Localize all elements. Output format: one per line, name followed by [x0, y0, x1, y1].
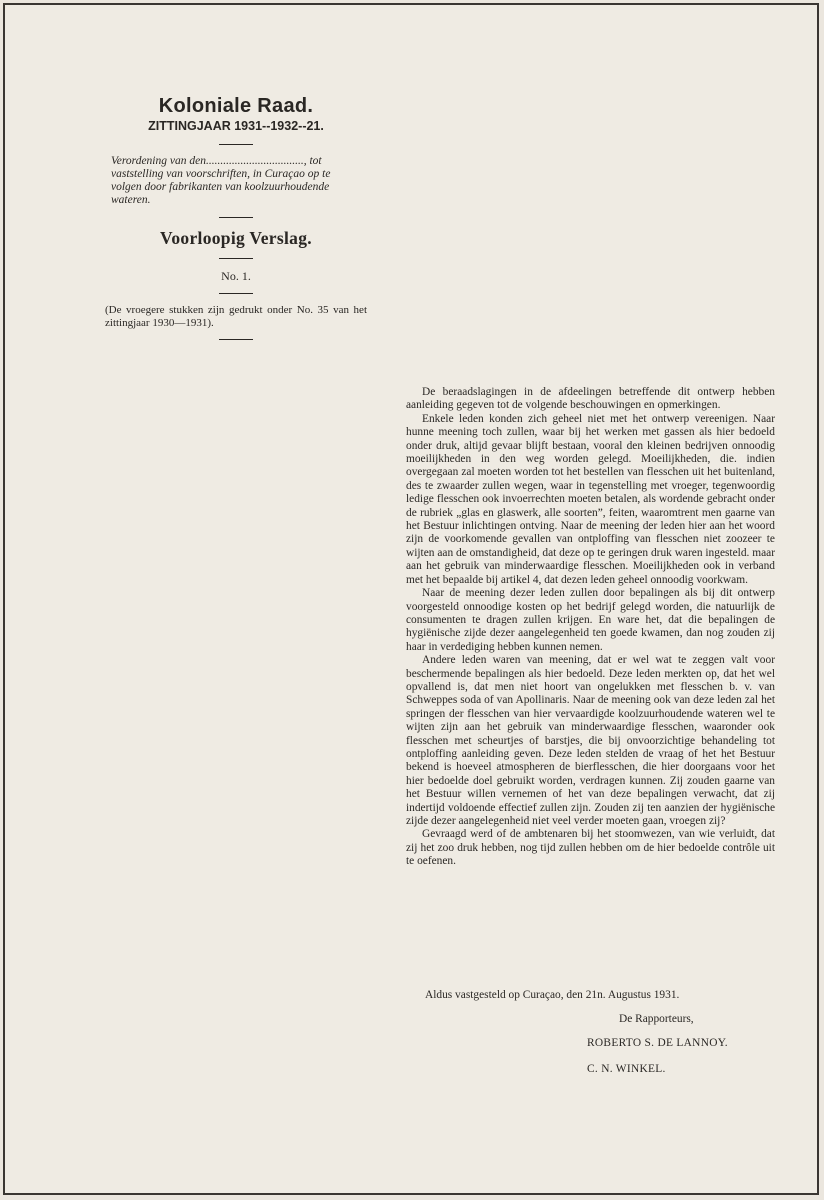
paragraph: Naar de meening dezer leden zullen door bepalingen als bij dit ontwerp voorgesteld onnoodige kosten op het bedrijf gelegd worden, die natuurlijk de consumenten te dragen zullen krijgen. En ware het, dat die bepalingen de hygiënische zijde dezer aangelegenheid ten goede kwamen, dan nog zouden zij haar in verdediging hebben kunnen nemen. [406, 587, 775, 653]
document-number: No. 1. [221, 269, 251, 283]
paragraph: De beraadslagingen in de afdeelingen betreffende dit ontwerp hebben aanleiding gegeven tot de volgende beschouwingen en opmerkingen. [406, 386, 775, 412]
signatory-name: ROBERTO S. DE LANNOY. [587, 1037, 728, 1049]
divider [219, 217, 253, 218]
document-page [3, 3, 819, 1195]
council-title: Koloniale Raad. [158, 95, 314, 117]
reference-note: (De vroegere stukken zijn gedrukt onder No. 35 van het zittingjaar 1930—1931). [105, 304, 367, 329]
signatory-name: C. N. WINKEL. [587, 1063, 666, 1075]
report-body [406, 386, 775, 869]
paragraph: Andere leden waren van meening, dat er wel wat te zeggen valt voor beschermende bepalingen als hier bedoeld. Deze leden merkten op, dat het wel opvallend is, dat men niet hoort van ongelukken met flesschen b. v. van Schweppes soda of van Apollinaris. Naar de meening ook van deze leden zal het springen der flesschen van hier vervaardigde koolzuurhoudende wateren wel te wijten zijn aan het gebruik van minderwaardige flesschen, waaronder ook flesschen met scheurtjes of barstjes, die bij onvoorzichtige behandeling tot ontploffing aanleiding geven. Deze leden stelden de vraag of het het Bestuur bekend is hoeveel atmospheren de bierflesschen, die hier doorgaans voor het hier bedoelde doel gebruikt worden, verdragen kunnen. Zij zouden gaarne van het Bestuur willen vernemen of het van deze bepalingen verwacht, dat zij indertijd voldoende effectief zullen zijn. Zouden zij ten aanzien der hygiënische zijde dezer aangelegenheid niet veel verder moeten gaan, vroegen zij? [406, 654, 775, 827]
divider [219, 339, 253, 340]
rapporteurs-label: De Rapporteurs, [619, 1013, 694, 1025]
report-title: Voorloopig Verslag. [160, 228, 312, 248]
document-header [105, 95, 367, 350]
divider [219, 144, 253, 145]
paragraph: Gevraagd werd of de ambtenaren bij het stoomwezen, van wie verluidt, dat zij het zoo druk hebben, nog tijd zullen hebben om de hier bedoelde contrôle uit te oefenen. [406, 828, 775, 868]
ordinance-subject: Verordening van den.................................., tot vaststelling van voorschriften, in Curaçao op te volgen door fabrikanten van koolzuurhoudende wateren. [111, 155, 331, 206]
session-year: ZITTINGJAAR 1931--1932--21. [148, 119, 324, 133]
divider [219, 293, 253, 294]
divider [219, 258, 253, 259]
adoption-line: Aldus vastgesteld op Curaçao, den 21n. Augustus 1931. [425, 989, 680, 1001]
paragraph: Enkele leden konden zich geheel niet met het ontwerp vereenigen. Naar hunne meening toch zullen, waar bij het werken met gassen als hier bedoeld onder druk, altijd gevaar blijft bestaan, vooral den kleinen bedrijven onnoodig moeilijkheden in den weg worden gelegd. Moeilijkheden, die. indien overgegaan zal moeten worden tot het bestellen van flesschen uit het buitenland, des te zwaarder zullen wegen, waar in tegenstelling met vroeger, tegenwoordig ledige flesschen ook invoerrechten moeten betalen, als wordende gebracht onder de rubriek „glas en glaswerk, alle soorten”, feiten, waaromtrent men gaarne van het Bestuur inlichtingen ontving. Naar de meening der leden hier aan het woord zijn de voorkomende gevallen van ontploffing van flesschen niet zoozeer te wijten aan de omstandigheid, dat deze op te geringen druk waren ingesteld. maar aan het gebruik van minderwaardige flesschen. Moeilijkheden ook in verband met het bepaalde bij artikel 4, dat dezen leden geheel onnoodig voorkwam. [406, 412, 775, 586]
